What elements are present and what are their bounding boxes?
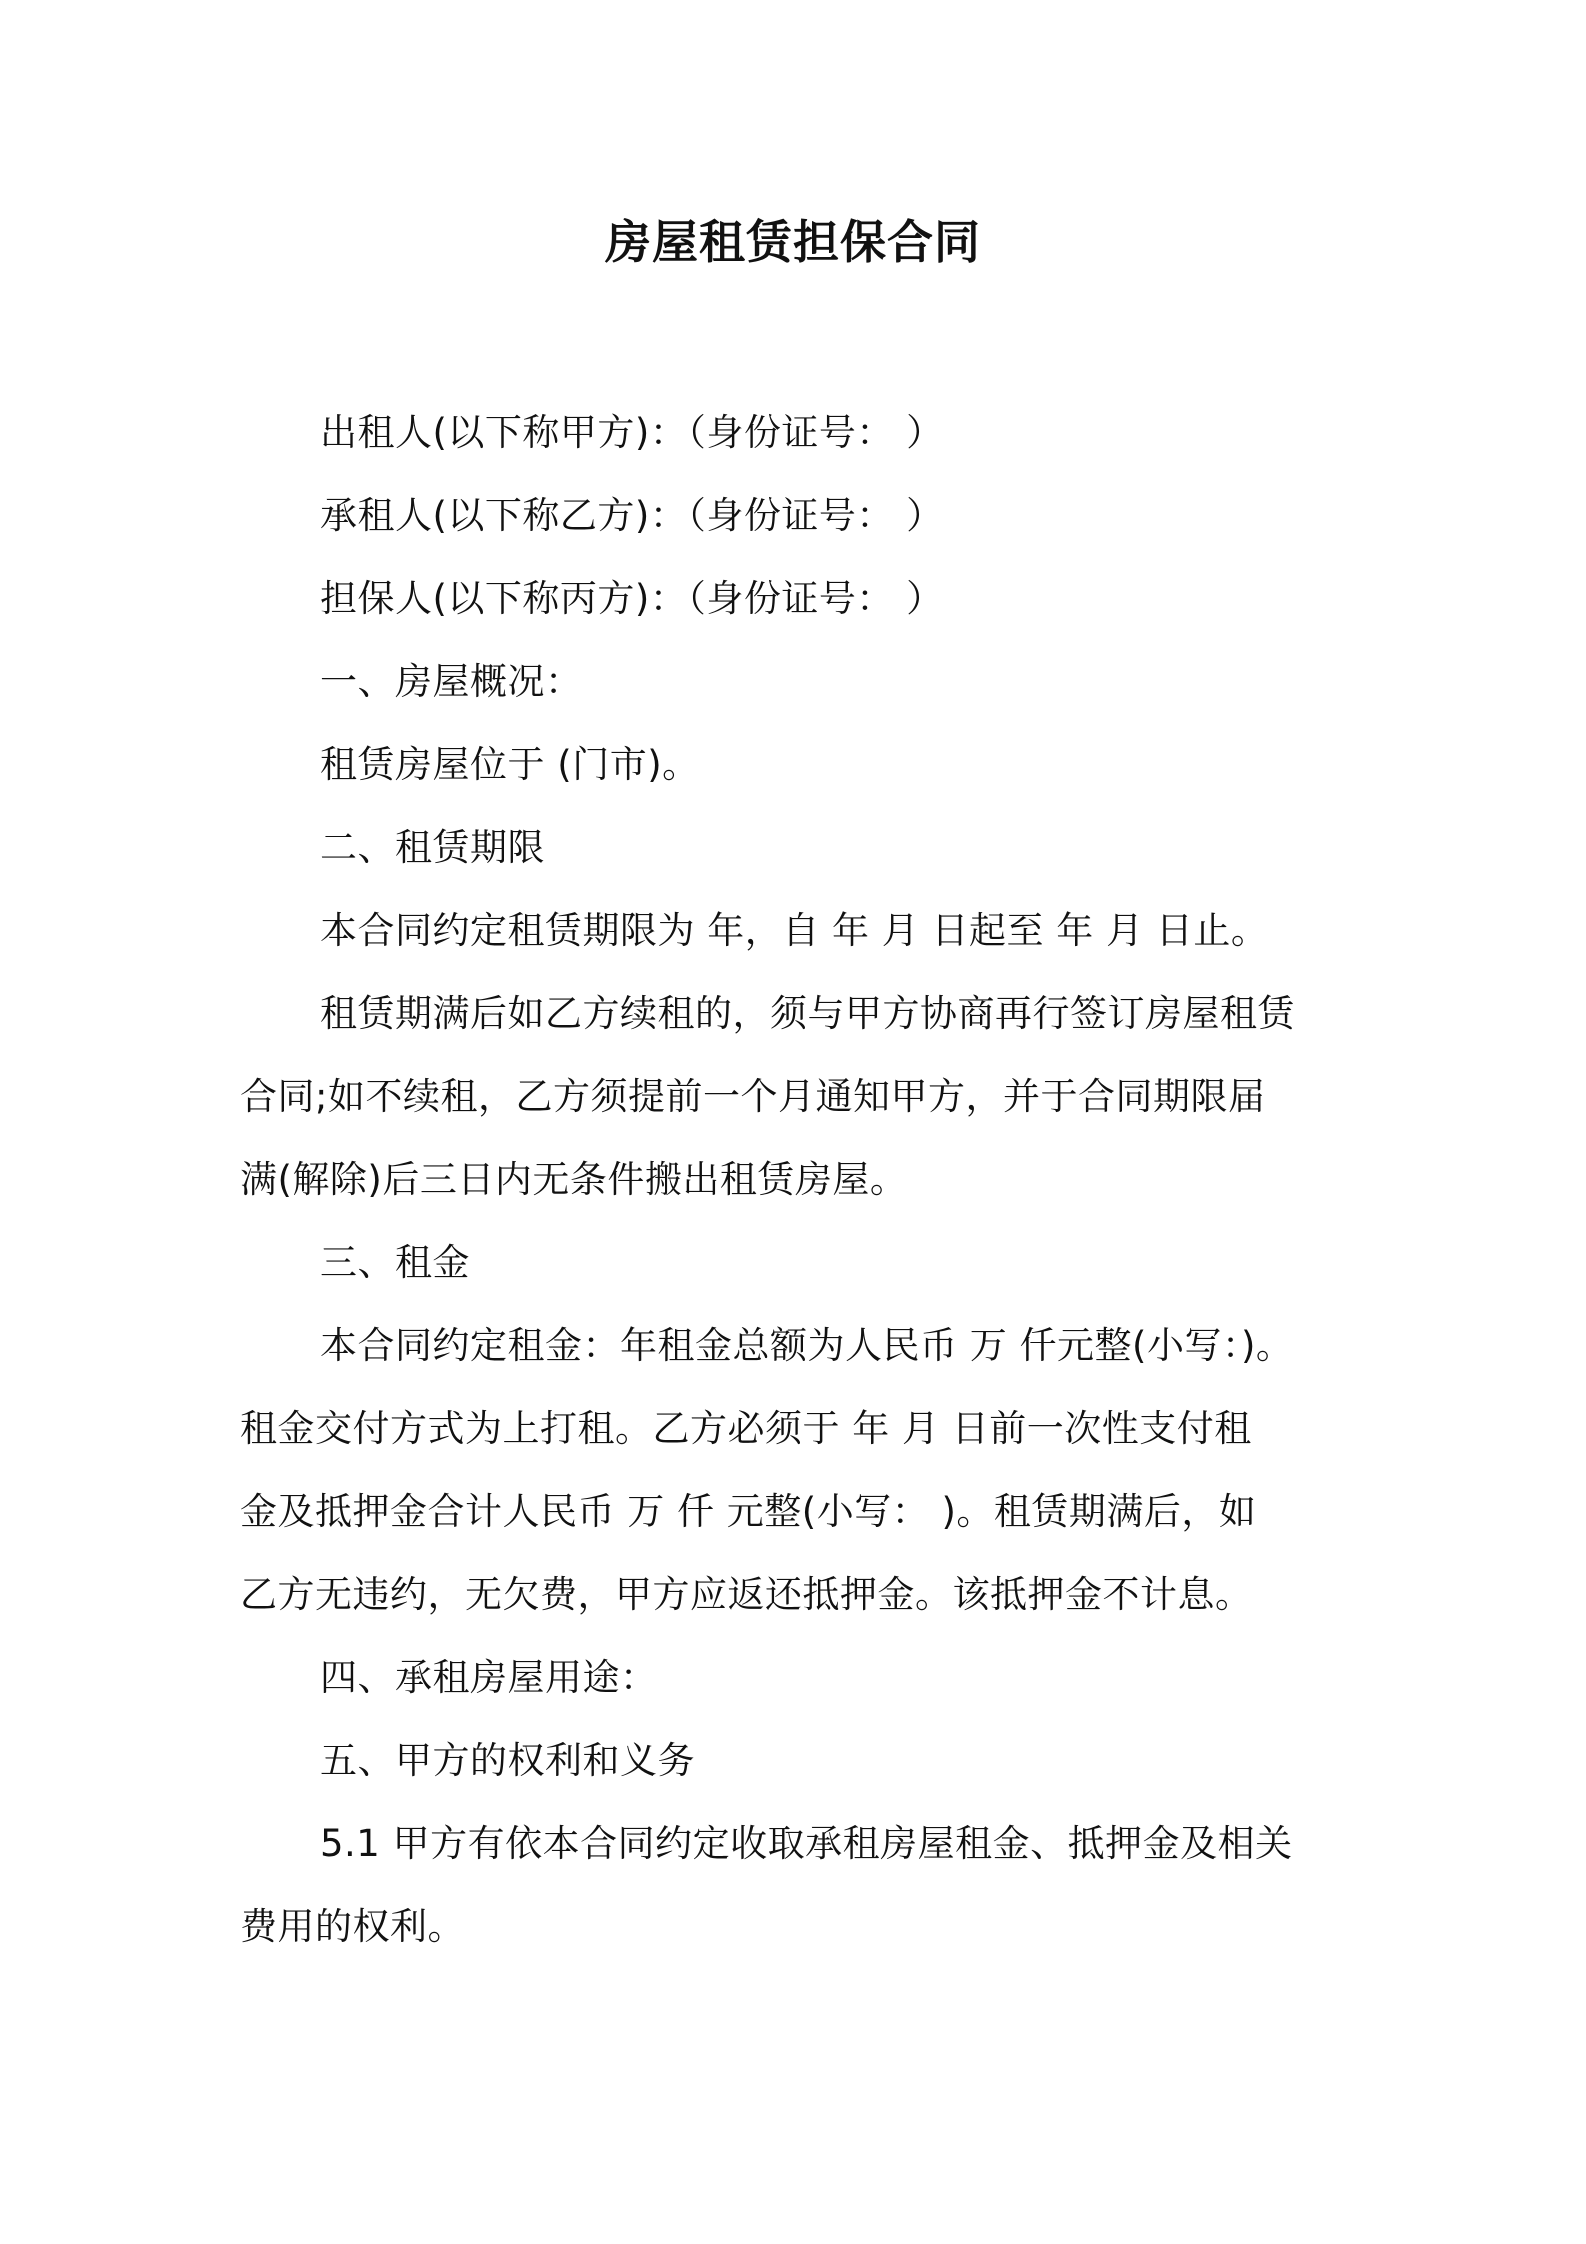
- section-5-heading: 五、甲方的权利和义务: [320, 1739, 695, 1782]
- section-2-renewal-l1: 租赁期满后如乙方续租的，须与甲方协商再行签订房屋租赁: [320, 992, 1295, 1035]
- section-1-heading: 一、房屋概况：: [320, 660, 583, 703]
- section-3-rent-l4: 乙方无违约，无欠费，甲方应返还抵押金。该抵押金不计息。: [240, 1573, 1253, 1616]
- section-5-1-l1: 5.1 甲方有依本合同约定收取承租房屋租金、抵押金及相关: [320, 1822, 1293, 1865]
- section-3-rent-l3: 金及抵押金合计人民币 万 仟 元整(小写： )。租赁期满后，如: [240, 1490, 1257, 1533]
- document-title: 房屋租赁担保合同: [605, 215, 981, 269]
- section-4-heading: 四、承租房屋用途：: [320, 1656, 658, 1699]
- section-2-term-line: 本合同约定租赁期限为 年，自 年 月 日起至 年 月 日止。: [320, 909, 1269, 952]
- section-3-rent-l1: 本合同约定租金：年租金总额为人民币 万 仟元整(小写：)。: [320, 1324, 1294, 1367]
- section-2-heading: 二、租赁期限: [320, 826, 545, 869]
- section-5-1-l2: 费用的权利。: [240, 1905, 465, 1948]
- party-lessor-line: 出租人(以下称甲方)：（身份证号： ）: [320, 411, 944, 454]
- section-2-renewal-l2: 合同;如不续租，乙方须提前一个月通知甲方，并于合同期限届: [240, 1075, 1266, 1118]
- section-3-heading: 三、租金: [320, 1241, 470, 1284]
- section-3-rent-l2: 租金交付方式为上打租。乙方必须于 年 月 日前一次性支付租: [240, 1407, 1252, 1450]
- party-guarantor-line: 担保人(以下称丙方)：（身份证号： ）: [320, 577, 944, 620]
- party-lessee-line: 承租人(以下称乙方)：（身份证号： ）: [320, 494, 944, 537]
- section-2-renewal-l3: 满(解除)后三日内无条件搬出租赁房屋。: [240, 1158, 908, 1201]
- section-1-text: 租赁房屋位于 (门市)。: [320, 743, 700, 786]
